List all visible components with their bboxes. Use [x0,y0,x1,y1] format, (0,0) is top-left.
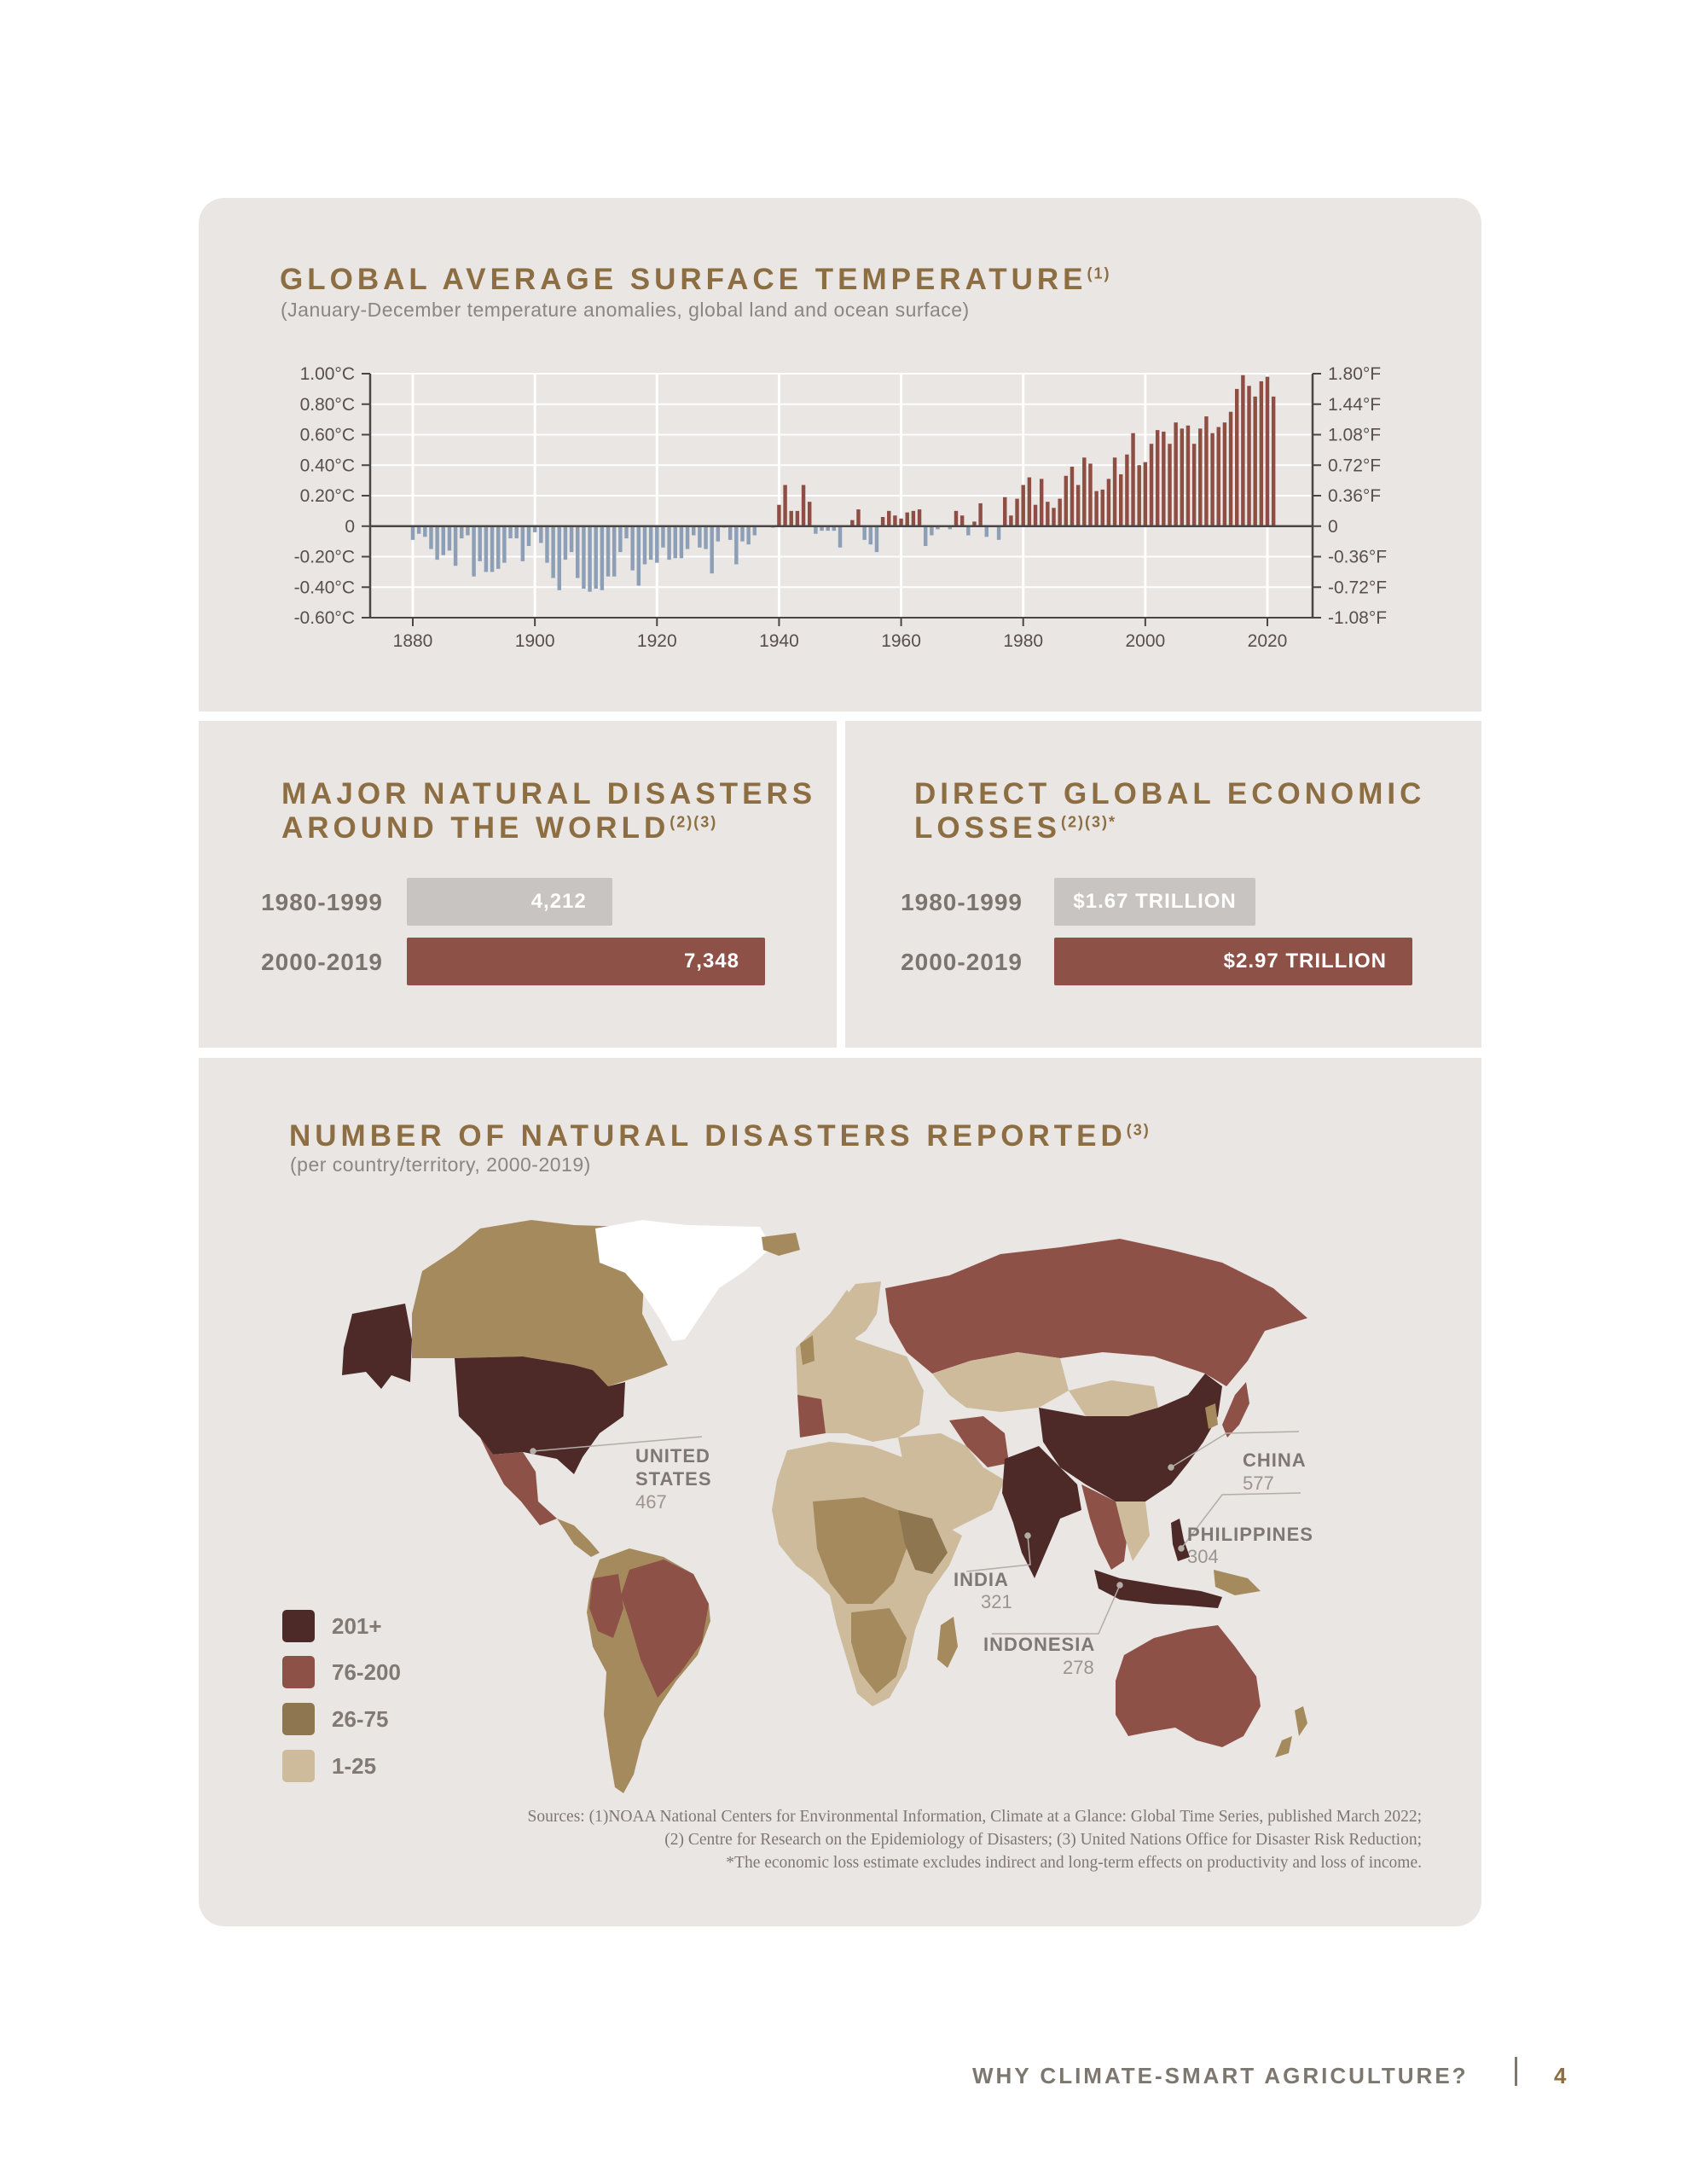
legend-item-26-75 [282,1702,389,1736]
temp-bar [783,485,786,526]
x-tick-label: 1980 [1003,631,1044,651]
temp-bar [887,511,890,526]
callout-china-value: 577 [1243,1472,1274,1494]
temp-bar [1009,515,1012,526]
x-tick-label: 1880 [392,631,433,651]
disasters-bar-1980: 4,212 [407,878,612,926]
temp-bar [1113,457,1116,526]
temp-bar [1272,397,1275,526]
x-tick-label: 1940 [759,631,799,651]
temp-bar [1101,490,1104,526]
temp-bar [1003,497,1006,526]
temp-bar [881,517,884,526]
temp-bar [777,505,780,526]
y-tick-label-right: 1.80°F [1328,364,1382,384]
legend-swatch [282,1656,315,1688]
callout-dot-indonesia [1117,1583,1122,1588]
temp-bar [966,526,970,536]
temp-bar [1082,457,1086,526]
y-tick-label-right: 0.36°F [1328,486,1382,506]
temp-bar [630,526,634,571]
footer-separator [1515,2057,1517,2086]
temperature-title: GLOBAL AVERAGE SURFACE TEMPERATURE$^{(1)}$ [280,263,1111,296]
temp-bar [1028,478,1031,526]
map-panel [199,1058,1481,1926]
temp-bar [417,526,420,534]
footer-title: WHY CLIMATE-SMART AGRICULTURE? [972,2063,1469,2088]
temp-bar [869,526,872,544]
temp-bar [1040,479,1043,526]
legend-swatch [282,1703,315,1735]
x-tick-label: 2000 [1125,631,1166,651]
legend-swatch [282,1610,315,1642]
temperature-bar-chart [199,198,1481,712]
y-tick-label-right: 0.72°F [1328,456,1382,476]
temp-bar [1247,386,1250,526]
temp-bar [1260,381,1263,526]
temp-bar [618,526,622,552]
legend-label: 76-200 [332,1658,401,1685]
y-tick-label-right: 1.44°F [1328,394,1382,415]
temp-bar [1217,427,1220,526]
temp-bar [1168,444,1171,526]
indonesia-shape [1094,1570,1222,1608]
temp-bar [435,526,438,560]
temp-bar [924,526,927,546]
temp-bar [1046,502,1049,526]
callout-dot-philippines [1179,1546,1184,1551]
temp-bar [1223,422,1226,526]
temp-bar [930,526,933,536]
temp-bar [490,526,494,572]
temp-bar [508,526,512,538]
legend-item-201-plus [282,1609,382,1643]
temp-bar [1235,389,1238,526]
temp-bar [1266,377,1269,526]
legend-item-1-25 [282,1749,376,1783]
temp-bar [558,526,561,590]
legend-item-76-200 [282,1655,401,1689]
y-tick-label-left: 0.40°C [299,456,355,476]
temp-bar [954,511,958,526]
temp-bar [674,526,677,559]
temp-bar [466,526,469,536]
temp-bar [856,509,860,526]
temperature-panel [199,198,1481,712]
y-tick-label-left: 1.00°C [299,364,355,384]
callout-india-name: INDIA [954,1569,1009,1590]
economic-bar-2000: $2.97 TRILLION [1054,938,1412,985]
x-tick-label: 1920 [636,631,677,651]
map-subtitle: (per country/territory, 2000-2019) [290,1153,591,1176]
temp-bar [1070,467,1074,526]
temp-bar [1058,499,1061,526]
temp-bar [790,511,793,526]
temp-bar [680,526,683,559]
page-number: 4 [1554,2063,1567,2088]
temp-bar [588,526,591,592]
temp-bar [1253,397,1256,526]
temp-bar [667,526,670,560]
alaska-shape [342,1304,412,1389]
y-tick-label-left: 0.20°C [299,486,355,506]
source-line-3: *The economic loss estimate excludes indirect and long-term effects on productivity and loss of income. [726,1854,1422,1872]
callout-china-name: CHINA [1243,1449,1307,1471]
temp-bar [1034,505,1037,526]
uk-shape [800,1335,815,1365]
temp-bar [728,526,732,540]
temp-bar [564,526,567,560]
temp-bar [496,526,500,569]
temp-bar [478,526,482,561]
callout-usa-value: 467 [635,1491,667,1513]
temp-bar [643,526,646,565]
y-tick-label-left: 0 [345,516,355,537]
temp-bar [1052,508,1055,526]
temp-bar [1021,485,1024,526]
temp-bar [692,526,695,536]
y-tick-label-right: 1.08°F [1328,425,1382,445]
y-tick-label-left: -0.60°C [293,608,355,628]
temp-bar [1180,428,1184,526]
temp-bar [1015,499,1018,526]
y-tick-label-right: -0.36°F [1328,547,1388,567]
temp-bar [1210,433,1214,526]
iceland-shape [762,1233,800,1256]
temp-bar [514,526,518,538]
disasters-label-1980: 1980-1999 [261,889,383,915]
temp-bar [655,526,658,563]
temp-bar [912,511,915,526]
temp-bar [600,526,604,590]
temp-bar [1131,433,1134,526]
temp-bar [960,515,964,526]
temp-bar [893,515,896,526]
temp-bar [624,526,628,538]
temp-bar [1119,474,1122,526]
australia-shape [1116,1625,1261,1747]
temp-bar [734,526,738,565]
temp-bar [521,526,525,561]
temp-bar [661,526,664,548]
disasters-panel [199,721,837,1048]
temp-bar [527,526,530,546]
temp-bar [686,526,689,549]
temperature-subtitle: (January-December temperature anomalies, global land and ocean surface) [281,299,970,321]
y-tick-label-right: 0 [1328,516,1338,537]
temp-bar [612,526,616,577]
temp-bar [1156,430,1159,526]
temp-bar [796,511,799,526]
economic-label-1980: 1980-1999 [901,889,1023,915]
y-tick-label-right: -1.08°F [1328,608,1388,628]
temp-bar [545,526,548,563]
temp-bar [802,485,805,526]
economic-label-2000: 2000-2019 [901,949,1023,975]
economic-bar-1980: $1.67 TRILLION [1054,878,1255,926]
temp-bar [862,526,866,540]
callout-dot-usa [530,1449,536,1454]
temp-bar [1064,476,1068,526]
temp-bar [899,519,902,526]
y-tick-label-left: 0.80°C [299,394,355,415]
temp-bar [814,526,817,534]
callout-dot-china [1168,1465,1174,1470]
temp-bar [1174,422,1177,526]
temp-bar [1229,412,1232,526]
temp-bar [576,526,579,578]
temp-bar [740,526,744,542]
temp-bar [918,509,921,526]
new-zealand-shape [1275,1706,1307,1757]
source-line-2: (2) Centre for Research on the Epidemiology of Disasters; (3) United Nations Office for Disaster Risk Reduction; [664,1831,1422,1849]
temp-bar [1150,444,1153,526]
temp-bar [484,526,488,572]
y-tick-label-left: -0.20°C [293,547,355,567]
central-america-shape [557,1519,600,1557]
temp-bar [997,526,1000,540]
mongolia-shape [1069,1380,1158,1416]
world-map [199,1058,1481,1926]
callout-dot-india [1025,1533,1030,1538]
temp-bar [1094,491,1098,526]
temp-bar [1192,444,1196,526]
callout-indonesia-value: 278 [1063,1657,1094,1678]
callout-indonesia-name: INDONESIA [983,1634,1096,1655]
temp-bar [637,526,641,586]
temp-bar [906,513,909,526]
callout-philippines-value: 304 [1187,1546,1219,1567]
temp-bar [539,526,542,543]
source-line-1: Sources: (1)NOAA National Centers for Environmental Information, Climate at a Glance: Global Time Series, published March 2022; [527,1808,1422,1826]
temp-bar [606,526,610,577]
temp-bar [716,526,720,542]
economic-title: DIRECT GLOBAL ECONOMIC $LOSSES^{(2)(3)*}$ [914,777,1426,845]
legend-label: 1-25 [332,1752,377,1779]
temp-bar [442,526,445,555]
temp-bar [649,526,652,560]
disasters-bar-2000: 7,348 [407,938,765,985]
temp-bar [746,526,750,544]
temp-bar [448,526,451,551]
temp-bar [753,526,757,536]
x-tick-label: 1960 [881,631,921,651]
callout-india-value: 321 [981,1591,1012,1612]
temp-bar [1198,428,1202,526]
temp-bar [1107,479,1110,526]
y-tick-label-left: -0.40°C [293,578,355,598]
disasters-title: MAJOR NATURAL DISASTERS AROUND THE $WORLD^{(2)(3)}$ [281,777,817,845]
legend-label: 26-75 [332,1705,389,1732]
x-tick-label: 1900 [514,631,555,651]
temp-bar [582,526,585,589]
temp-bar [978,503,982,526]
temp-bar [423,526,426,537]
iberia-shape [797,1395,826,1438]
temp-bar [570,526,573,552]
temp-bar [1204,416,1208,526]
temp-bar [875,526,878,552]
temp-bar [698,526,701,548]
y-tick-label-right: -0.72°F [1328,578,1388,598]
temp-bar [429,526,432,549]
temp-bar [710,526,713,573]
temp-bar [1241,375,1244,526]
temp-bar [472,526,475,577]
temp-bar [411,526,415,540]
temp-bar [1144,462,1147,526]
disasters-label-2000: 2000-2019 [261,949,383,975]
temp-bar [838,526,842,548]
temp-bar [808,502,811,526]
temp-bar [1137,465,1140,526]
temp-bar [985,526,988,537]
temp-bar [551,526,554,578]
temp-bar [1088,463,1092,526]
temp-bar [460,526,463,538]
x-tick-label: 2020 [1247,631,1288,651]
russia-shape [885,1239,1307,1386]
legend-label: 201+ [332,1612,382,1639]
callout-usa-name: UNITED STATES [635,1445,712,1490]
madagascar-shape [937,1617,958,1668]
temp-bar [1076,485,1080,526]
callout-philippines-name: PHILIPPINES [1187,1524,1313,1545]
japan-shape [1222,1382,1249,1438]
temp-bar [1125,455,1128,526]
temp-bar [704,526,707,549]
temp-bar [1186,426,1190,526]
legend-swatch [282,1750,315,1782]
sources-note [313,1805,1422,1874]
economic-panel [845,721,1481,1048]
temp-bar [594,526,597,589]
temp-bar [1162,432,1165,526]
map-title: NUMBER OF NATURAL DISASTERS REPORTED$^{(3)}$ [289,1119,1151,1153]
png-shape [1214,1570,1261,1595]
temp-bar [454,526,457,566]
y-tick-label-left: 0.60°C [299,425,355,445]
temp-bar [502,526,506,563]
